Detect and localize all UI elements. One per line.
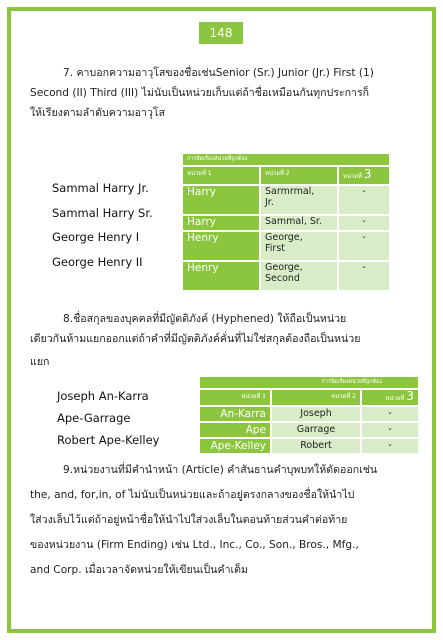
- table-cell: Sarmrmal,: [265, 186, 315, 197]
- column-header: หน่วยที่ 2: [270, 388, 360, 405]
- section7-line1: 7. คาบอกความอาวุโสของชื่อเช่นSenior (Sr.) Junior (Jr.) First (1): [63, 67, 374, 79]
- table-cell: -: [362, 186, 366, 197]
- table-cell: Harry: [187, 216, 216, 228]
- table-cell: Harry: [187, 186, 216, 198]
- name-item: Sammal Harry Jr.: [52, 181, 149, 195]
- table-caption: การจัดเรียงหน่วยที่ถูกต้อง: [200, 377, 418, 388]
- table-row: [183, 230, 389, 260]
- filing-units-table-8: [200, 377, 418, 453]
- section8-line3: แยก: [30, 356, 50, 368]
- section7-line2: Second (II) Third (III) ไม่นับเป็นหน่วยเก็บแต่ถ้าชื่อเหมือนกันทุกประการก็: [30, 87, 370, 99]
- column-header-number: 3: [363, 167, 372, 181]
- table-cell: Ape: [245, 424, 266, 436]
- table-cell: Robert: [300, 440, 332, 451]
- table-row: [200, 405, 418, 421]
- section9-line1: 9.หน่วยงานที่มีคำนำหน้า (Article) คำสันธานคำบุพบทให้ตัดออกเช่น: [63, 464, 378, 476]
- table-cell: -: [388, 440, 392, 451]
- name-item: George Henry I: [52, 230, 140, 244]
- section8-line2: เดียวกันห้ามแยกออกแต่ถ้าคำที่มีญัตติภังค์คั่นที่ไม่ใช่สกุลต้องถือเป็นหน่วย: [30, 333, 361, 345]
- table-cell: Henry: [187, 262, 219, 274]
- table-cell: George,: [265, 232, 303, 243]
- name-item: Sammal Harry Sr.: [52, 205, 153, 220]
- page-number: 148: [199, 22, 243, 44]
- section9-line5: and Corp. เมื่อเวลาจัดหน่วยให้เขียนเป็นคำเต็ม: [30, 564, 249, 576]
- column-header-number: 3: [406, 389, 414, 403]
- table-cell: -: [362, 216, 366, 227]
- name-item: George Henry II: [52, 254, 143, 269]
- table-cell: -: [388, 408, 392, 419]
- section9-line4: ของหน่วยงาน (Firm Ending) เช่น Ltd., Inc., Co., Son., Bros., Mfg.,: [30, 539, 359, 551]
- section8-name-list: [57, 385, 159, 451]
- table-cell: -: [362, 262, 366, 273]
- name-item: Joseph An-Karra: [57, 389, 149, 403]
- section9-line2: the, and, for,in, of ไม่นับเป็นหน่วยและถ้าอยู่ตรงกลางของชื่อให้นำไป: [30, 489, 355, 501]
- section8-line1: 8.ชื่อสกุลของบุคคลที่มีญัตติภังค์ (Hyphened) ให้ถือเป็นหน่วย: [63, 313, 347, 325]
- name-item: Ape-Garrage: [57, 411, 131, 425]
- section7-line3: ให้เรียงตามลำดับความอาวุโส: [30, 107, 166, 119]
- column-header: หน่วยที่ 1: [183, 165, 259, 184]
- table-row: [200, 437, 418, 453]
- table-caption: การจัดเรียงหน่วยที่ถูกต้อง: [183, 154, 389, 165]
- table-cell: Second: [265, 273, 300, 284]
- section7-name-list: [52, 176, 153, 274]
- column-header: หน่วยที่ 1: [200, 388, 270, 405]
- section9-line3: ใส่วงเล็บไว้แต่ถ้าอยู่หน้าชื่อให้นำไปใส่วงเล็บในตอนท้ายส่วนคำต่อท้าย: [30, 514, 348, 526]
- table-cell: First: [265, 243, 285, 254]
- table-cell: Sammal, Sr.: [265, 216, 322, 227]
- table-cell: -: [362, 232, 366, 243]
- table-cell: Joseph: [300, 408, 332, 419]
- table-cell: Garrage: [296, 424, 336, 435]
- table-cell: Ape-Kelley: [210, 440, 266, 452]
- table-row: [183, 260, 389, 290]
- column-header: หน่วยที่: [343, 173, 362, 180]
- table-cell: An-Karra: [220, 408, 266, 420]
- table-row: [200, 421, 418, 437]
- table-cell: George,: [265, 262, 303, 273]
- table-cell: -: [388, 424, 392, 435]
- name-item: Robert Ape-Kelley: [57, 433, 160, 447]
- table-row: [183, 184, 389, 214]
- table-cell: Henry: [187, 232, 219, 244]
- filing-units-table-7: [183, 154, 389, 290]
- table-row: [183, 214, 389, 230]
- column-header: หน่วยที่ 2: [259, 165, 337, 184]
- column-header: หน่วยที่: [385, 395, 405, 402]
- table-cell: Jr.: [265, 197, 274, 208]
